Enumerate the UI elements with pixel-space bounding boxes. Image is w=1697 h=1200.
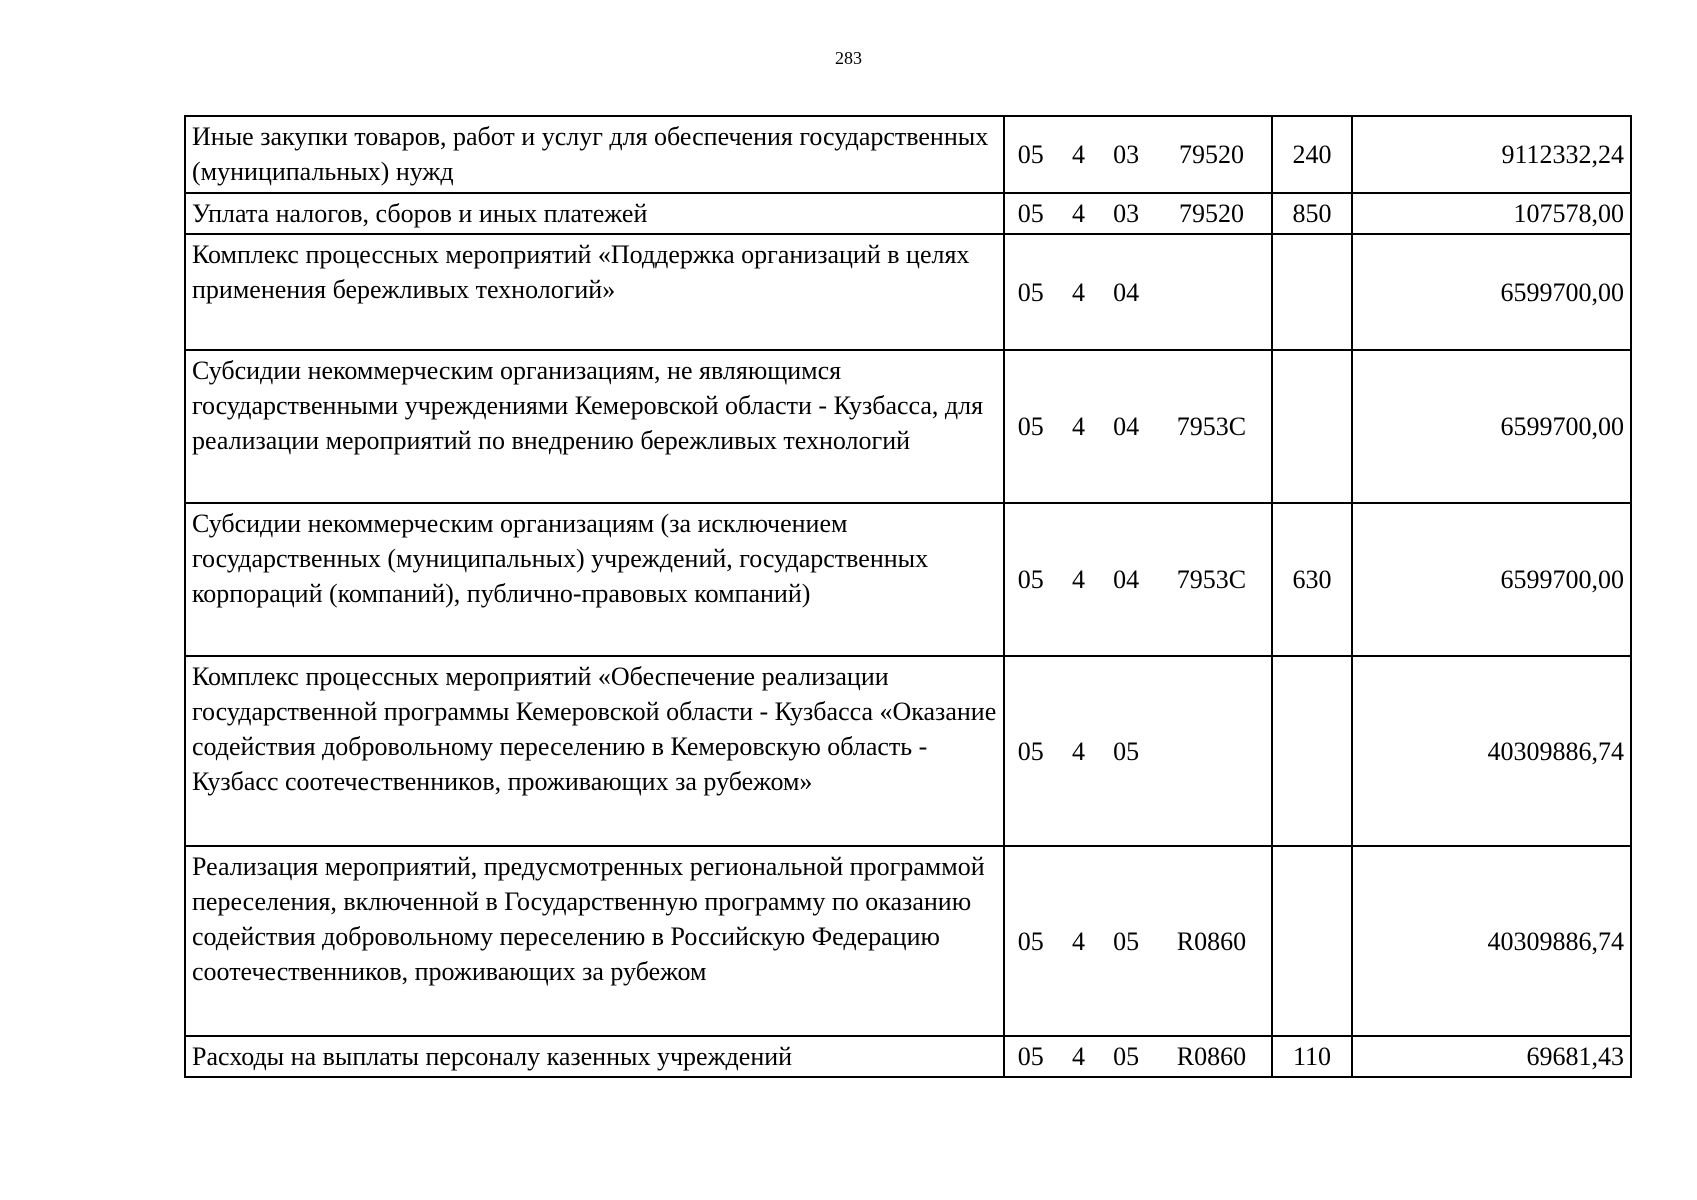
table-row: [185, 503, 1631, 656]
table-row: [185, 234, 1631, 350]
amount: 6599700,00: [1352, 234, 1631, 350]
expense-type-code: [1272, 656, 1352, 846]
row-name: Субсидии некоммерческим организациям, не являющимся государственными учреждениями Кемеровской области - Кузбасса, для реализации мероприятий по внедрению бережливых технологий: [185, 350, 1004, 503]
row-name: Уплата налогов, сборов и иных платежей: [185, 193, 1004, 234]
classification-codes: [1004, 116, 1272, 193]
table-row: [185, 846, 1631, 1036]
section-code: 05: [1017, 412, 1044, 441]
program-code: 4: [1071, 926, 1085, 956]
subprogram-code: 04: [1113, 565, 1140, 594]
program-code: 4: [1071, 140, 1085, 169]
classification-codes: [1004, 656, 1272, 846]
subprogram-code: 04: [1113, 412, 1140, 441]
program-code: 4: [1071, 412, 1085, 441]
row-name: Расходы на выплаты персоналу казенных учреждений: [185, 1036, 1004, 1077]
direction-code: 79520: [1178, 140, 1244, 169]
section-code: 05: [1017, 140, 1044, 169]
amount: 69681,43: [1352, 1036, 1631, 1077]
classification-codes: [1004, 350, 1272, 503]
direction-code: 7953C: [1176, 412, 1247, 441]
direction-code: R0860: [1176, 926, 1247, 956]
program-code: 4: [1071, 1042, 1085, 1071]
program-code: 4: [1071, 736, 1085, 766]
table-row: [185, 116, 1631, 193]
classification-codes: [1004, 503, 1272, 656]
direction-code: R0860: [1176, 1042, 1247, 1071]
section-code: 05: [1017, 199, 1044, 228]
classification-codes: [1004, 234, 1272, 350]
amount: 40309886,74: [1352, 656, 1631, 846]
row-name: Комплекс процессных мероприятий «Поддержка организаций в целях применения бережливых технологий»: [185, 234, 1004, 350]
subprogram-code: 03: [1113, 199, 1140, 228]
program-code: 4: [1071, 277, 1085, 307]
amount: 6599700,00: [1352, 350, 1631, 503]
section-code: 05: [1017, 1042, 1044, 1071]
classification-codes: [1004, 1036, 1272, 1077]
expense-type-code: 630: [1272, 503, 1352, 656]
table-row: [185, 350, 1631, 503]
classification-codes: [1004, 193, 1272, 234]
subprogram-code: 03: [1113, 140, 1140, 169]
subprogram-code: 04: [1113, 277, 1140, 307]
subprogram-code: 05: [1113, 1042, 1140, 1071]
classification-codes: [1004, 846, 1272, 1036]
subprogram-code: 05: [1113, 736, 1140, 766]
budget-table: [184, 115, 1632, 1078]
subprogram-code: 05: [1113, 926, 1140, 956]
expense-type-code: 240: [1272, 116, 1352, 193]
row-name: Иные закупки товаров, работ и услуг для обеспечения государственных (муниципальных) нужд: [185, 116, 1004, 193]
direction-code: 7953C: [1176, 565, 1247, 594]
expense-type-code: 850: [1272, 193, 1352, 234]
amount: 9112332,24: [1352, 116, 1631, 193]
section-code: 05: [1017, 565, 1044, 594]
program-code: 4: [1071, 565, 1085, 594]
expense-type-code: 110: [1272, 1036, 1352, 1077]
row-name: Реализация мероприятий, предусмотренных региональной программой переселения, включенной в Государственную программу по оказанию содействия добровольному переселению в Российскую Федерацию соотечественников, проживающих за рубежом: [185, 846, 1004, 1036]
table-row: [185, 656, 1631, 846]
section-code: 05: [1017, 277, 1044, 307]
row-name: Субсидии некоммерческим организациям (за исключением государственных (муниципальных) учреждений, государственных корпораций (компаний), публично-правовых компаний): [185, 503, 1004, 656]
amount: 40309886,74: [1352, 846, 1631, 1036]
page-number: 283: [835, 48, 862, 68]
expense-type-code: [1272, 846, 1352, 1036]
direction-code: 79520: [1178, 199, 1244, 228]
program-code: 4: [1071, 199, 1085, 228]
row-name: Комплекс процессных мероприятий «Обеспечение реализации государственной программы Кемеровской области - Кузбасса «Оказание содействия добровольному переселению в Кемеровскую область - Кузбасс соотечественников, проживающих за рубежом»: [185, 656, 1004, 846]
table-row: [185, 1036, 1631, 1077]
section-code: 05: [1017, 736, 1044, 766]
expense-type-code: [1272, 350, 1352, 503]
table-row: [185, 193, 1631, 234]
amount: 6599700,00: [1352, 503, 1631, 656]
expense-type-code: [1272, 234, 1352, 350]
amount: 107578,00: [1352, 193, 1631, 234]
section-code: 05: [1017, 926, 1044, 956]
